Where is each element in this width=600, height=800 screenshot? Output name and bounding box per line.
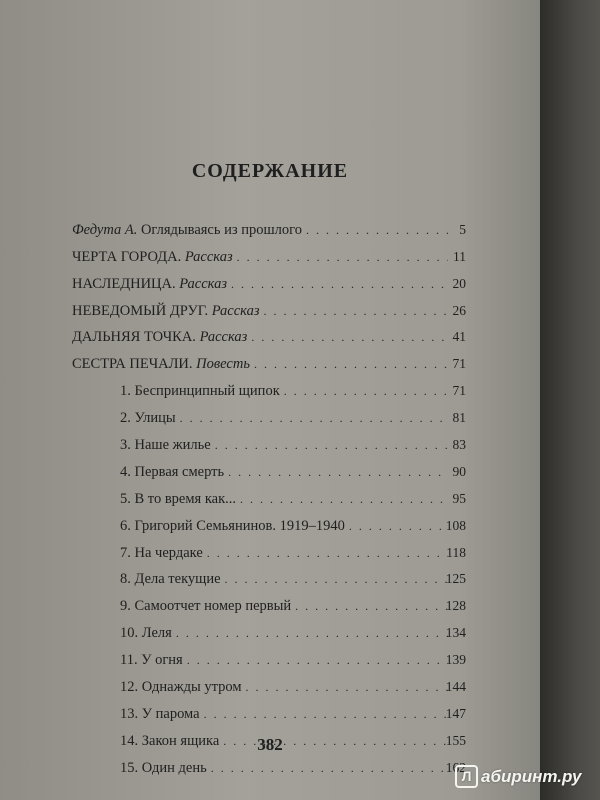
chapter-label: 13. У парома [120, 705, 200, 722]
toc-entry-label [72, 355, 250, 373]
toc-entry [72, 346, 466, 373]
toc-page-number: 20 [452, 275, 466, 291]
toc-page-number: 144 [445, 679, 466, 695]
toc-page-number: 71 [452, 383, 466, 399]
toc-page-number: 26 [452, 302, 466, 318]
dot-leader [207, 547, 448, 559]
toc-page-number: 90 [452, 463, 466, 479]
toc-entry-label [72, 302, 259, 320]
book-spine-shadow [540, 0, 600, 800]
toc-page-number: 139 [445, 652, 466, 668]
entry-title: НЕВЕДОМЫЙ ДРУГ. [72, 302, 212, 319]
toc-page-number: 125 [445, 571, 466, 587]
toc-chapter [72, 535, 466, 562]
page-number: 382 [257, 735, 283, 754]
chapter-label: 4. Первая смерть [120, 463, 225, 480]
chapter-label: 2. Улицы [120, 410, 176, 427]
chapter-label: 3. Наше жилье [120, 437, 211, 454]
toc-chapter [72, 400, 466, 427]
toc-page-number: 81 [452, 410, 466, 426]
dot-leader [231, 278, 448, 290]
toc-page-number: 134 [445, 625, 466, 641]
toc-page-number: 108 [445, 517, 466, 533]
dot-leader [295, 600, 448, 612]
toc-entry-label [72, 275, 227, 293]
chapter-label: 12. Однажды утром [120, 679, 242, 696]
toc-page-number: 162 [445, 759, 466, 775]
toc-page-number: 41 [452, 329, 466, 345]
chapter-label: 10. Леля [120, 625, 172, 642]
toc-page-number: 128 [445, 598, 466, 614]
page-title: СОДЕРЖАНИЕ [191, 160, 349, 182]
entry-italic: Рассказ [184, 248, 233, 265]
dot-leader [211, 762, 448, 774]
toc-entry [72, 266, 466, 293]
dot-leader [176, 627, 448, 639]
entry-title: ЧЕРТА ГОРОДА. [72, 248, 185, 265]
chapter-label: 8. Дела текущие [120, 571, 221, 588]
dot-leader [240, 493, 448, 505]
chapter-label: 6. Григорий Семьянинов. 1919–1940 [120, 517, 345, 534]
toc-chapter [72, 427, 466, 454]
toc-entry-label [72, 221, 302, 239]
dot-leader [204, 708, 448, 720]
toc-page-number: 147 [445, 705, 466, 721]
dot-leader [254, 358, 448, 370]
toc-page-number: 155 [445, 732, 466, 748]
toc-chapter [72, 508, 466, 535]
dot-leader [228, 466, 448, 478]
toc-entry [72, 320, 466, 347]
dot-leader [349, 520, 448, 532]
entry-title: НАСЛЕДНИЦА. [72, 275, 180, 292]
chapter-label: 14. Закон ящика [120, 732, 220, 749]
toc-page-number: 118 [446, 544, 466, 560]
watermark-logo [455, 765, 581, 788]
toc-page-number: 5 [459, 221, 466, 237]
toc-chapter [72, 588, 466, 615]
chapter-label: 15. Один день [120, 759, 207, 776]
entry-italic: Федута А. [72, 221, 138, 238]
toc-entry [72, 293, 466, 320]
toc-chapter [72, 454, 466, 481]
watermark-text: абиринт.ру [481, 766, 582, 786]
dot-leader [263, 305, 448, 317]
table-of-contents [72, 212, 466, 777]
chapter-label: 11. У огня [120, 652, 183, 669]
dot-leader [237, 251, 448, 263]
entry-italic: Рассказ [211, 302, 260, 319]
toc-chapter [72, 642, 466, 669]
chapter-label: 1. Беспринципный щипок [120, 383, 280, 400]
entry-italic: Рассказ [179, 275, 228, 292]
toc-chapter [72, 669, 466, 696]
dot-leader [187, 654, 448, 666]
dot-leader [284, 385, 448, 397]
toc-chapter [72, 562, 466, 589]
dot-leader [180, 412, 448, 424]
toc-page-number: 71 [452, 356, 466, 372]
entry-subtitle: Оглядываясь из прошлого [137, 221, 302, 238]
chapter-label: 5. В то время как... [120, 490, 236, 507]
entry-italic: Повесть [196, 356, 250, 373]
toc-entry [72, 212, 466, 239]
toc-page-number: 11 [453, 248, 466, 264]
toc-chapter [72, 373, 466, 400]
dot-leader [215, 439, 448, 451]
entry-italic: Рассказ [199, 329, 248, 346]
entry-title: ДАЛЬНЯЯ ТОЧКА. [72, 329, 200, 346]
dot-leader [306, 224, 448, 236]
toc-entry-label [72, 248, 233, 266]
chapter-label: 7. На чердаке [120, 544, 203, 561]
entry-title: СЕСТРА ПЕЧАЛИ. [72, 356, 197, 373]
toc-entry [72, 239, 466, 266]
toc-page-number: 95 [452, 490, 466, 506]
chapter-label: 9. Самоотчет номер первый [120, 598, 292, 615]
dot-leader [246, 681, 448, 693]
dot-leader [251, 331, 448, 343]
toc-page-number: 83 [452, 437, 466, 453]
dot-leader [225, 573, 448, 585]
toc-chapter [72, 615, 466, 642]
toc-chapter [72, 481, 466, 508]
toc-entry-label [72, 328, 247, 346]
labirint-logo-icon: Л [455, 765, 478, 788]
toc-chapter [72, 696, 466, 723]
